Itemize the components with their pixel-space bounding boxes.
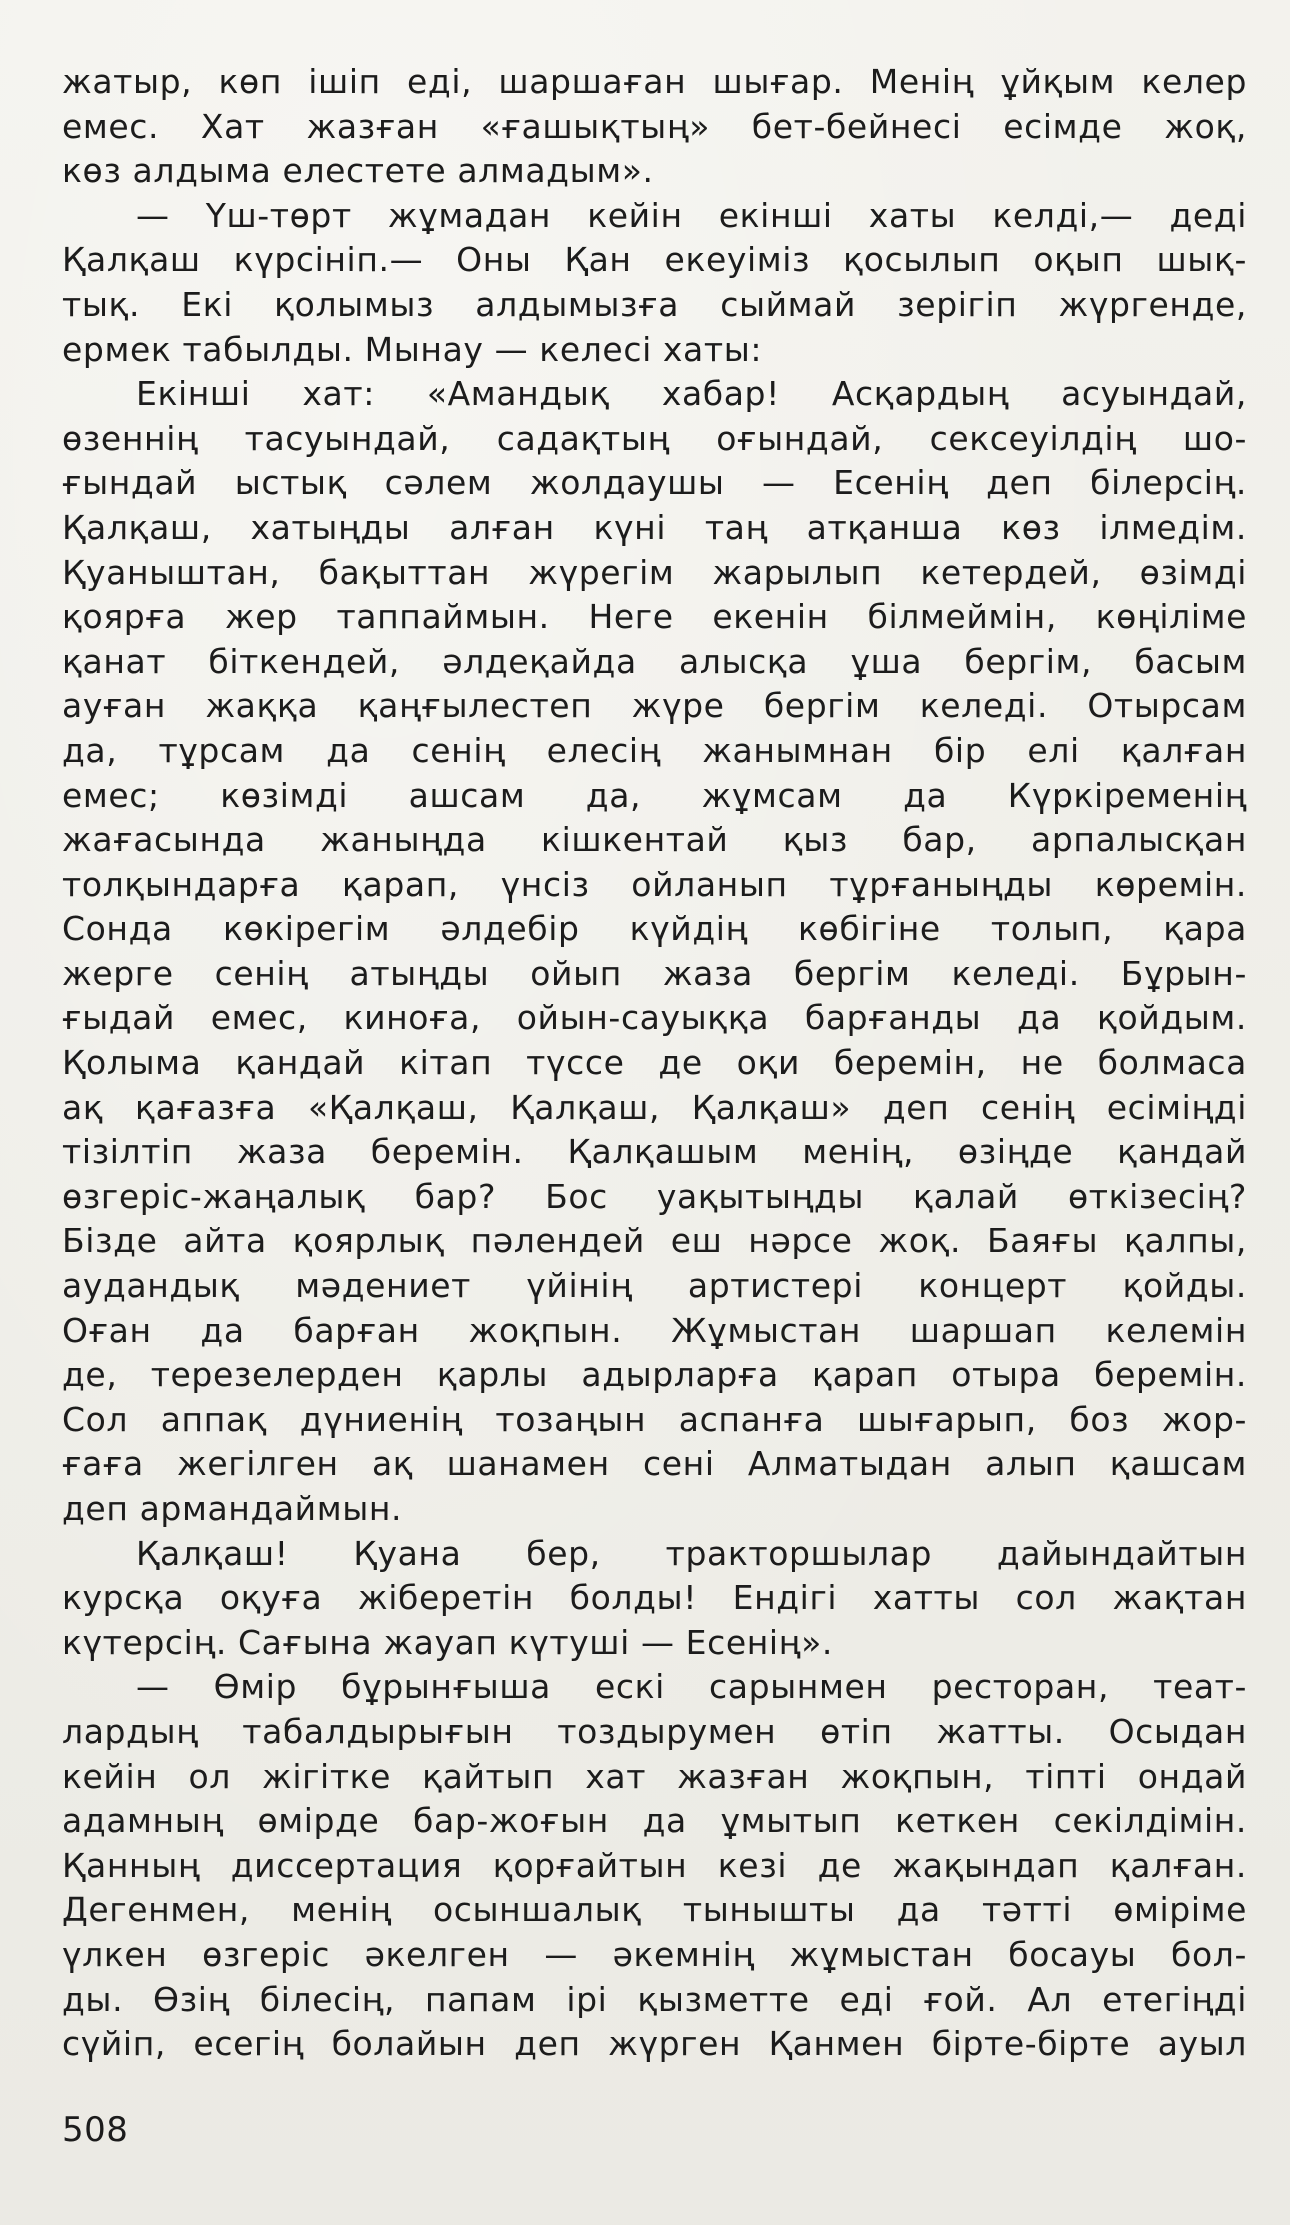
text-line: — Үш-төрт жұмадан кейін екінші хаты келді,— деді <box>136 195 1247 235</box>
text-line: емес; көзімді ашсам да, жұмсам да Күркіременің <box>62 775 1247 815</box>
text-line: Екінші хат: «Амандық хабар! Асқардың асуындай, <box>136 374 1247 414</box>
text-line: үлкен өзгеріс әкелген — әкемнің жұмыстан босауы бол- <box>62 1934 1247 1974</box>
text-line: қоярға жер таппаймын. Неге екенін білмеймін, көңіліме <box>62 597 1247 637</box>
body-text <box>62 60 1247 2067</box>
text-line: де, терезелерден қарлы адырларға қарап отыра беремін. <box>62 1355 1247 1395</box>
text-line: сүйіп, есегің болайын деп жүрген Қанмен бірте-бірте ауыл <box>62 2024 1247 2064</box>
text-line: өзгеріс-жаңалық бар? Бос уақытыңды қалай өткізесің? <box>62 1176 1247 1216</box>
text-line: тық. Екі қолымыз алдымызға сыймай зерігіп жүргенде, <box>62 284 1247 324</box>
text-line: емес. Хат жазған «ғашықтың» бет-бейнесі есімде жоқ, <box>62 106 1247 146</box>
text-line: адамның өмірде бар-жоғын да ұмытып кеткен секілдімін. <box>62 1801 1247 1841</box>
text-line: Қалқаш күрсініп.— Оны Қан екеуіміз қосылып оқып шық- <box>62 240 1247 280</box>
text-line: жатыр, көп ішіп еді, шаршаған шығар. Менің ұйқым келер <box>62 62 1247 101</box>
text-line: курсқа оқуға жіберетін болды! Ендігі хатты сол жақтан <box>62 1578 1247 1618</box>
text-line: Оған да барған жоқпын. Жұмыстан шаршап келемін <box>62 1310 1247 1350</box>
text-line: ғаға жегілген ақ шанамен сені Алматыдан алып қашсам <box>62 1444 1247 1484</box>
text-line: деп армандаймын. <box>62 1489 403 1528</box>
text-line: ауған жаққа қаңғылестеп жүре бергім келеді. Отырсам <box>62 686 1247 726</box>
text-line: тізілтіп жаза беремін. Қалқашым менің, өзіңде қандай <box>62 1132 1247 1172</box>
text-line: Қанның диссертация қорғайтын кезі де жақындап қалған. <box>62 1845 1247 1885</box>
text-line: ермек табылды. Мынау — келесі хаты: <box>62 329 763 369</box>
text-line: — Өмір бұрынғыша ескі сарынмен ресторан, теат- <box>136 1667 1247 1707</box>
text-line: ақ қағазға «Қалқаш, Қалқаш, Қалқаш» деп сенің есіміңді <box>62 1087 1247 1127</box>
text-line: күтерсің. Сағына жауап күтуші — Есенің». <box>62 1622 833 1662</box>
text-line: лардың табалдырығын тоздырумен өтіп жатты. Осыдан <box>62 1711 1247 1751</box>
text-line: Бізде айта қоярлық пәлендей еш нәрсе жоқ. Баяғы қалпы, <box>62 1221 1247 1261</box>
text-line: да, тұрсам да сенің елесің жанымнан бір елі қалған <box>62 730 1247 770</box>
text-line: ғыдай емес, киноға, ойын-сауыққа барғанды да қойдым. <box>62 998 1247 1038</box>
text-line: кейін ол жігітке қайтып хат жазған жоқпын, тіпті ондай <box>62 1756 1247 1796</box>
text-line: ды. Өзің білесің, папам ірі қызметте еді ғой. Ал етегіңді <box>62 1979 1247 2019</box>
text-line: Қалқаш! Қуана бер, тракторшылар дайындайтын <box>136 1533 1247 1573</box>
text-line: жерге сенің атыңды ойып жаза бергім келеді. Бұрын- <box>62 953 1247 993</box>
text-line: жағасында жаныңда кішкентай қыз бар, арпалысқан <box>62 820 1247 860</box>
text-line: ғындай ыстық сәлем жолдаушы — Есенің деп білерсің. <box>62 463 1247 503</box>
text-line: Дегенмен, менің осыншалық тынышты да тәтті өміріме <box>62 1890 1247 1930</box>
text-line: Сонда көкірегім әлдебір күйдің көбігіне толып, қара <box>62 909 1247 949</box>
text-line: толқындарға қарап, үнсіз ойланып тұрғаныңды көремін. <box>62 864 1247 904</box>
text-line: Қалқаш, хатыңды алған күні таң атқанша көз ілмедім. <box>62 507 1247 547</box>
page-number: 508 <box>62 2110 129 2150</box>
text-line: Қуаныштан, бақыттан жүрегім жарылып кетердей, өзімді <box>62 552 1247 592</box>
text-line: Сол аппақ дүниенің тозаңын аспанға шығарып, боз жор- <box>62 1399 1247 1439</box>
text-line: өзеннің тасуындай, садақтың оғындай, сексеуілдің шо- <box>62 418 1247 458</box>
text-line: қанат біткендей, әлдеқайда алысқа ұша бергім, басым <box>62 641 1247 681</box>
text-line: Қолыма қандай кітап түссе де оқи беремін, не болмаса <box>62 1043 1247 1083</box>
text-line: көз алдыма елестете алмадым». <box>62 151 654 191</box>
text-line: аудандық мәдениет үйінің артистері концерт қойды. <box>62 1266 1247 1306</box>
